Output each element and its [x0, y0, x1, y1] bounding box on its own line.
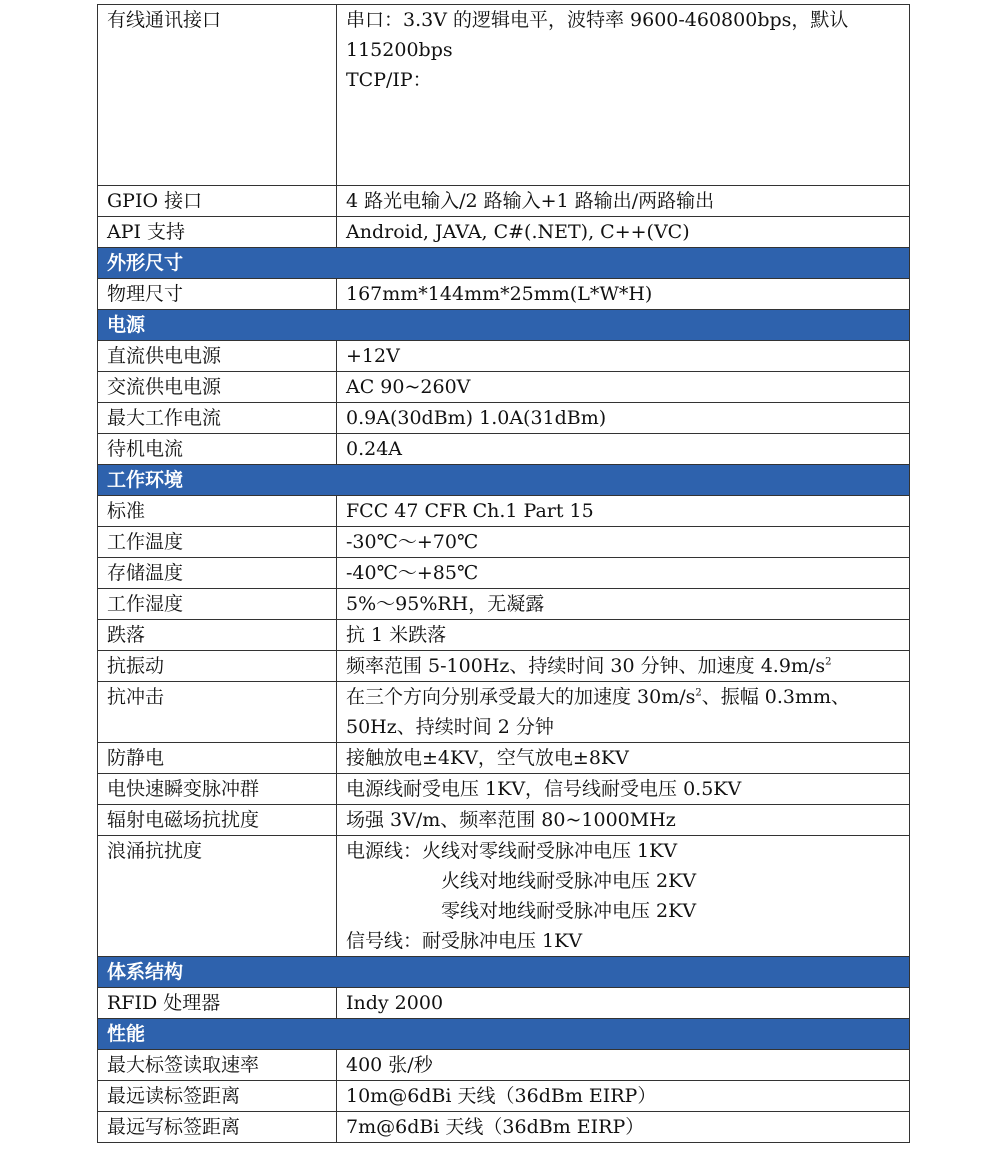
section-header: [98, 465, 910, 496]
section-title: 工作环境: [98, 465, 910, 496]
section-header: [98, 957, 910, 988]
spec-row: [98, 372, 910, 403]
section-header: [98, 1019, 910, 1050]
spec-value: Indy 2000: [337, 988, 910, 1019]
spec-label: 交流供电电源: [98, 372, 337, 403]
spec-row: [98, 1050, 910, 1081]
spec-value: 10m@6dBi 天线（36dBm EIRP）: [337, 1081, 910, 1112]
spec-label: 直流供电电源: [98, 341, 337, 372]
spec-value: FCC 47 CFR Ch.1 Part 15: [337, 496, 910, 527]
spec-value: [337, 836, 910, 957]
spec-label: 抗冲击: [98, 682, 337, 743]
spec-value: 400 张/秒: [337, 1050, 910, 1081]
spec-row: [98, 1081, 910, 1112]
spec-label: 存储温度: [98, 558, 337, 589]
spec-row: [98, 743, 910, 774]
spec-row: [98, 651, 910, 682]
spec-label: 最大标签读取速率: [98, 1050, 337, 1081]
spec-value: 4 路光电输入/2 路输入+1 路输出/两路输出: [337, 186, 910, 217]
spec-label: 工作温度: [98, 527, 337, 558]
spec-label: 跌落: [98, 620, 337, 651]
spec-value: 电源线耐受电压 1KV，信号线耐受电压 0.5KV: [337, 774, 910, 805]
spec-value: AC 90~260V: [337, 372, 910, 403]
spec-row: [98, 217, 910, 248]
spec-label: 有线通讯接口: [98, 5, 337, 186]
spec-label: 最远读标签距离: [98, 1081, 337, 1112]
spec-label: GPIO 接口: [98, 186, 337, 217]
spec-label: 最远写标签距离: [98, 1112, 337, 1143]
spec-value: 抗 1 米跌落: [337, 620, 910, 651]
spec-value: 167mm*144mm*25mm(L*W*H): [337, 279, 910, 310]
section-title: 外形尺寸: [98, 248, 910, 279]
spec-label: 辐射电磁场抗扰度: [98, 805, 337, 836]
spec-value: -40℃～+85℃: [337, 558, 910, 589]
spec-value-line: 零线对地线耐受脉冲电压 2KV: [441, 900, 697, 922]
spec-label: 电快速瞬变脉冲群: [98, 774, 337, 805]
spec-row: [98, 186, 910, 217]
spec-row: [98, 434, 910, 465]
section-title: 电源: [98, 310, 910, 341]
spec-row: [98, 341, 910, 372]
spec-value: 7m@6dBi 天线（36dBm EIRP）: [337, 1112, 910, 1143]
section-title: 性能: [98, 1019, 910, 1050]
spec-row: [98, 527, 910, 558]
spec-table: [97, 4, 910, 1143]
spec-value: -30℃～+70℃: [337, 527, 910, 558]
spec-row: [98, 805, 910, 836]
spec-label: 最大工作电流: [98, 403, 337, 434]
spec-value: 5%～95%RH，无凝露: [337, 589, 910, 620]
spec-value-line: 在三个方向分别承受最大的加速度 $30m/s^2$、振幅 0.3mm、: [346, 686, 851, 708]
spec-value-line: 115200bps: [346, 39, 453, 61]
section-header: [98, 310, 910, 341]
spec-label: 抗振动: [98, 651, 337, 682]
spec-value: [337, 682, 910, 743]
spec-row: [98, 1112, 910, 1143]
section-header: [98, 248, 910, 279]
spec-value: +12V: [337, 341, 910, 372]
spec-value: 0.24A: [337, 434, 910, 465]
spec-row: [98, 279, 910, 310]
spec-row: [98, 836, 910, 957]
spec-value-line: 信号线：耐受脉冲电压 1KV: [346, 930, 583, 952]
spec-value: 频率范围 5-100Hz、持续时间 30 分钟、加速度 $4.9m/s^2$: [337, 651, 910, 682]
spec-row: [98, 682, 910, 743]
spec-label: RFID 处理器: [98, 988, 337, 1019]
spec-label: 待机电流: [98, 434, 337, 465]
spec-label: 浪涌抗扰度: [98, 836, 337, 957]
spec-label: 工作湿度: [98, 589, 337, 620]
spec-value: 场强 3V/m、频率范围 80~1000MHz: [337, 805, 910, 836]
spec-label: API 支持: [98, 217, 337, 248]
section-title: 体系结构: [98, 957, 910, 988]
spec-value: 接触放电±4KV，空气放电±8KV: [337, 743, 910, 774]
spec-value-line: 火线对地线耐受脉冲电压 2KV: [441, 870, 697, 892]
spec-row: [98, 5, 910, 186]
spec-row: [98, 589, 910, 620]
spec-value: Android, JAVA, C#(.NET), C++(VC): [337, 217, 910, 248]
spec-row: [98, 558, 910, 589]
spec-row: [98, 496, 910, 527]
spec-value: 0.9A(30dBm) 1.0A(31dBm): [337, 403, 910, 434]
spec-row: [98, 620, 910, 651]
spec-label: 物理尺寸: [98, 279, 337, 310]
spec-label: 标准: [98, 496, 337, 527]
spec-value: [337, 5, 910, 186]
spec-value-line: 电源线：火线对零线耐受脉冲电压 1KV: [346, 840, 678, 862]
spec-row: [98, 403, 910, 434]
spec-value-line: 串口：3.3V 的逻辑电平，波特率 9600-460800bps，默认: [346, 9, 849, 31]
spec-value-line: TCP/IP：: [346, 69, 432, 91]
spec-row: [98, 988, 910, 1019]
spec-value-line: 50Hz、持续时间 2 分钟: [346, 716, 554, 738]
spec-label: 防静电: [98, 743, 337, 774]
spec-row: [98, 774, 910, 805]
